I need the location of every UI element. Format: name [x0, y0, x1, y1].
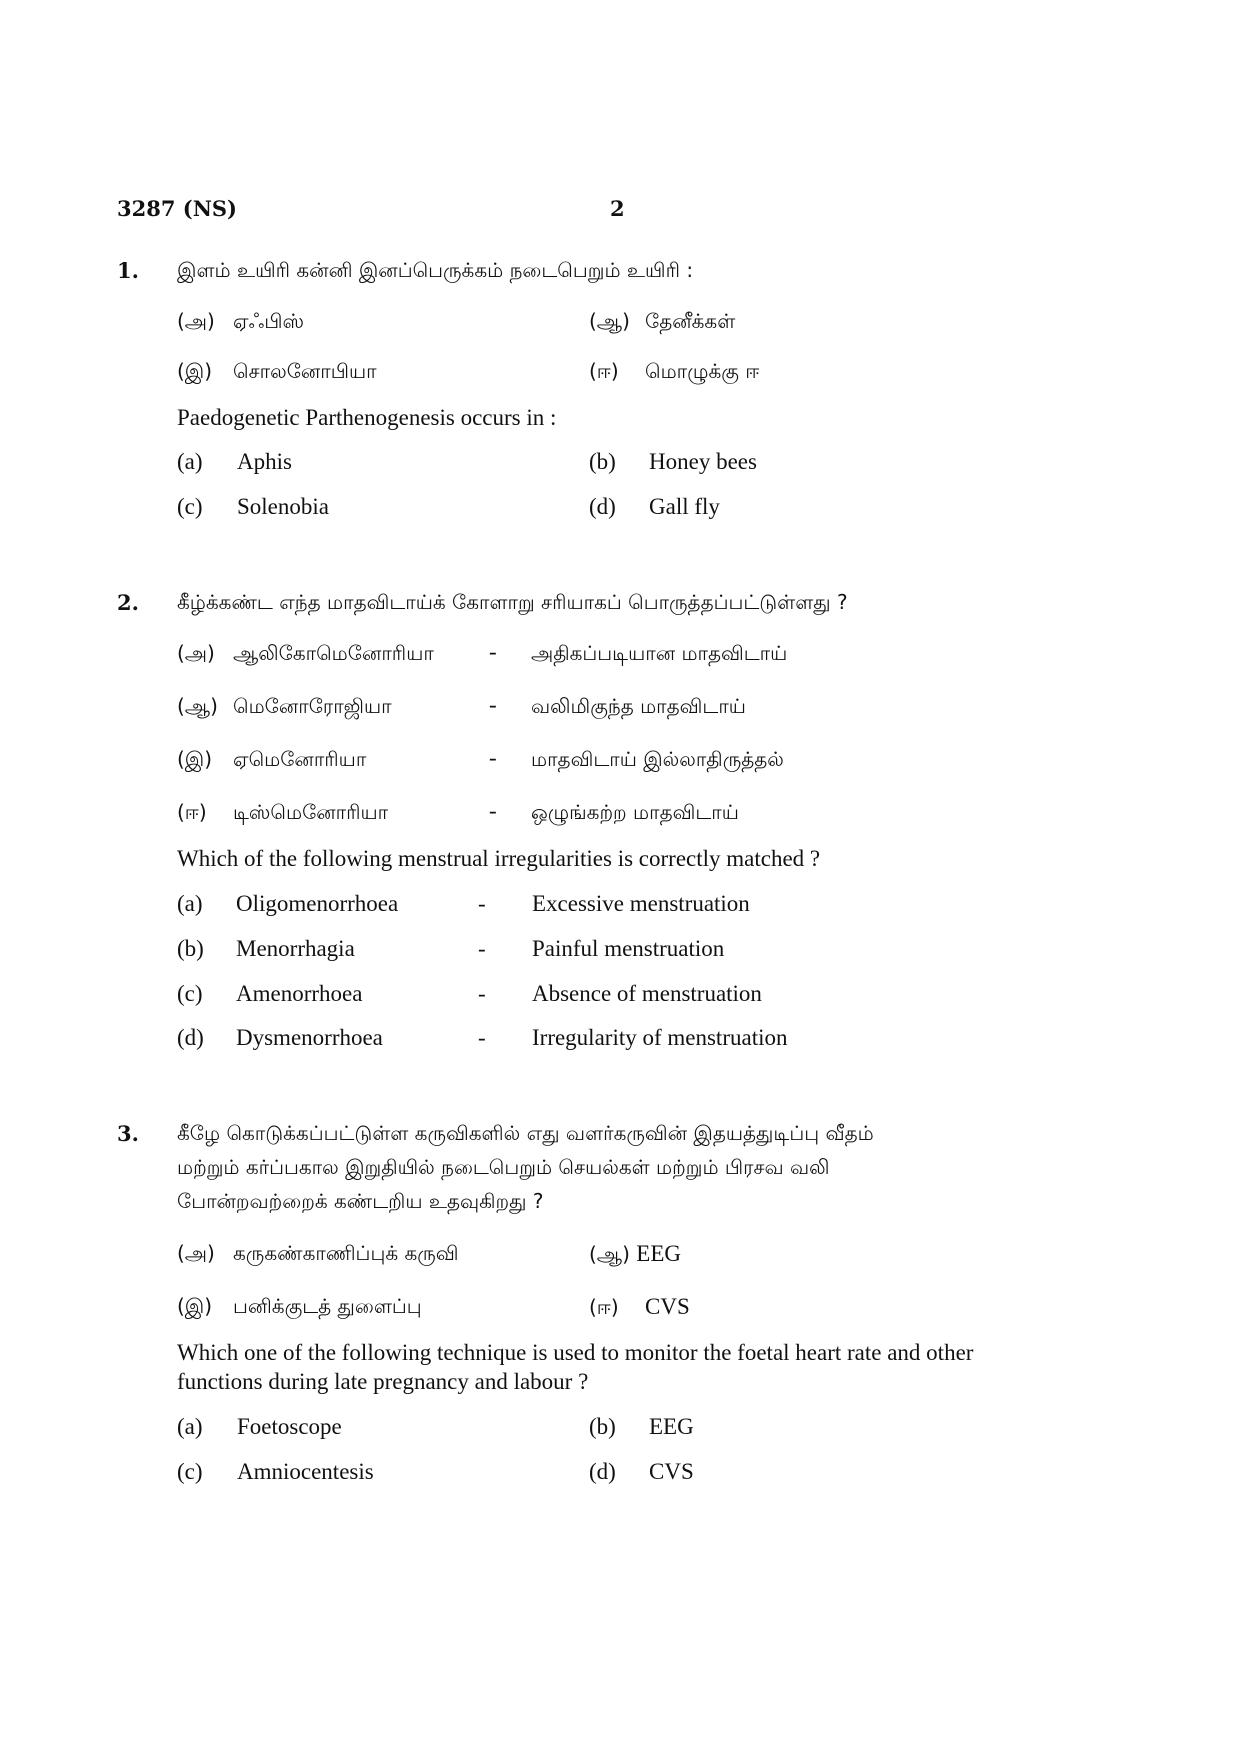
option-text: Gall fly — [649, 494, 720, 519]
option-text: EEG — [636, 1241, 681, 1266]
option-english-term: Amenorrhoea — [236, 981, 363, 1006]
option-text: சொலனோபியா — [233, 359, 377, 383]
option-english-term: Oligomenorrhoea — [236, 891, 399, 916]
option-text: CVS — [649, 1459, 694, 1484]
option-tamil-label: (ஆ) — [177, 694, 218, 718]
option-tamil — [177, 1294, 422, 1321]
option-text: CVS — [645, 1294, 690, 1319]
question-text-english: Paedogenetic Parthenogenesis occurs in : — [177, 405, 557, 430]
option-dash: - — [489, 639, 497, 664]
option-english-label: (c) — [177, 981, 203, 1006]
option-tamil-meaning: ஒழுங்கற்ற மாதவிடாய் — [531, 800, 739, 824]
option-tamil-meaning: மாதவிடாய் இல்லாதிருத்தல் — [531, 747, 784, 771]
question-text-tamil-line: போன்றவற்றைக் கண்டறிய உதவுகிறது ? — [177, 1189, 544, 1213]
option-text: EEG — [649, 1414, 694, 1439]
question-text-tamil-line: கீழே கொடுக்கப்பட்டுள்ள கருவிகளில் எது வளர்கருவின் இதயத்துடிப்பு வீதம் — [177, 1121, 874, 1145]
option-label: (ஆ) — [589, 309, 630, 333]
option-english-meaning: Irregularity of menstruation — [532, 1025, 788, 1050]
option-text: Aphis — [237, 449, 292, 474]
question-text-tamil-line: மற்றும் கர்ப்பகால இறுதியில் நடைபெறும் செயல்கள் மற்றும் பிரசவ வலி — [177, 1155, 830, 1179]
option-tamil — [589, 1294, 690, 1322]
option-english — [589, 1414, 694, 1440]
page-number: 2 — [610, 196, 625, 221]
option-text: தேனீக்கள் — [645, 309, 736, 333]
option-english — [177, 1459, 374, 1485]
option-label: (ஈ) — [589, 1295, 619, 1319]
option-label: (இ) — [177, 1294, 213, 1318]
option-text: Amniocentesis — [237, 1459, 374, 1484]
option-english-meaning: Absence of menstruation — [532, 981, 762, 1006]
option-dash: - — [478, 981, 486, 1006]
option-english-meaning: Excessive menstruation — [532, 891, 750, 916]
question-text-tamil: இளம் உயிரி கன்னி இனப்பெருக்கம் நடைபெறும் உயிரி : — [177, 258, 694, 282]
option-english-term: Menorrhagia — [236, 936, 355, 961]
option-tamil — [589, 309, 735, 336]
question-text-tamil: கீழ்க்கண்ட எந்த மாதவிடாய்க் கோளாறு சரியாகப் பொருத்தப்பட்டுள்ளது ? — [177, 590, 848, 614]
option-dash: - — [478, 1025, 486, 1050]
option-english-term: Dysmenorrhoea — [236, 1025, 383, 1050]
option-tamil-label: (அ) — [177, 641, 215, 665]
option-label: (a) — [177, 449, 203, 474]
option-label: (ஈ) — [589, 359, 619, 383]
option-english — [589, 494, 720, 520]
option-dash: - — [489, 745, 497, 770]
option-tamil — [589, 1241, 681, 1269]
question-text-english: Which of the following menstrual irregularities is correctly matched ? — [177, 846, 821, 871]
option-english — [177, 1414, 342, 1440]
option-label: (c) — [177, 1459, 203, 1484]
question-number: 1. — [117, 258, 139, 283]
option-tamil-meaning: அதிகப்படியான மாதவிடாய் — [531, 641, 788, 665]
option-tamil — [177, 309, 304, 336]
option-tamil-term: மெனோரோஜியா — [233, 694, 392, 718]
option-english-label: (d) — [177, 1025, 204, 1050]
option-tamil — [177, 359, 377, 386]
option-english-meaning: Painful menstruation — [532, 936, 725, 961]
option-tamil-label: (ஈ) — [177, 800, 207, 824]
option-label: (c) — [177, 494, 203, 519]
option-tamil-label: (இ) — [177, 747, 213, 771]
option-tamil — [177, 1241, 459, 1268]
option-label: (d) — [589, 494, 616, 519]
option-english — [589, 1459, 694, 1485]
question-number: 2. — [117, 590, 139, 615]
option-text: கருகண்காணிப்புக் கருவி — [233, 1241, 459, 1265]
option-dash: - — [478, 936, 486, 961]
option-english-label: (b) — [177, 936, 204, 961]
option-text: Solenobia — [237, 494, 329, 519]
option-text: Foetoscope — [237, 1414, 342, 1439]
option-text: மொழுக்கு ஈ — [645, 359, 760, 383]
option-label: (b) — [589, 1414, 616, 1439]
option-label: (அ) — [177, 1241, 215, 1265]
option-tamil-meaning: வலிமிகுந்த மாதவிடாய் — [531, 694, 746, 718]
option-english — [177, 449, 292, 475]
option-label: (a) — [177, 1414, 203, 1439]
option-tamil — [589, 359, 759, 386]
option-tamil-term: டிஸ்மெனோரியா — [233, 800, 389, 824]
paper-code: 3287 (NS) — [117, 196, 237, 221]
question-text-english-line: Which one of the following technique is used to monitor the foetal heart rate and other — [177, 1340, 974, 1365]
option-tamil-term: ஆலிகோமெனோரியா — [233, 641, 434, 665]
option-dash: - — [478, 891, 486, 916]
option-label: (b) — [589, 449, 616, 474]
option-text: Honey bees — [649, 449, 757, 474]
option-label: (d) — [589, 1459, 616, 1484]
option-text: பனிக்குடத் துளைப்பு — [233, 1294, 422, 1318]
question-number: 3. — [117, 1121, 139, 1146]
option-english — [589, 449, 757, 475]
option-label: (ஆ) — [589, 1242, 630, 1266]
option-text: ஏஃபிஸ் — [233, 309, 304, 333]
option-label: (இ) — [177, 359, 213, 383]
option-dash: - — [489, 692, 497, 717]
option-english-label: (a) — [177, 891, 203, 916]
option-label: (அ) — [177, 309, 215, 333]
option-tamil-term: ஏமெனோரியா — [233, 747, 367, 771]
option-english — [177, 494, 329, 520]
question-text-english-line: functions during late pregnancy and labour ? — [177, 1369, 589, 1394]
option-dash: - — [489, 798, 497, 823]
